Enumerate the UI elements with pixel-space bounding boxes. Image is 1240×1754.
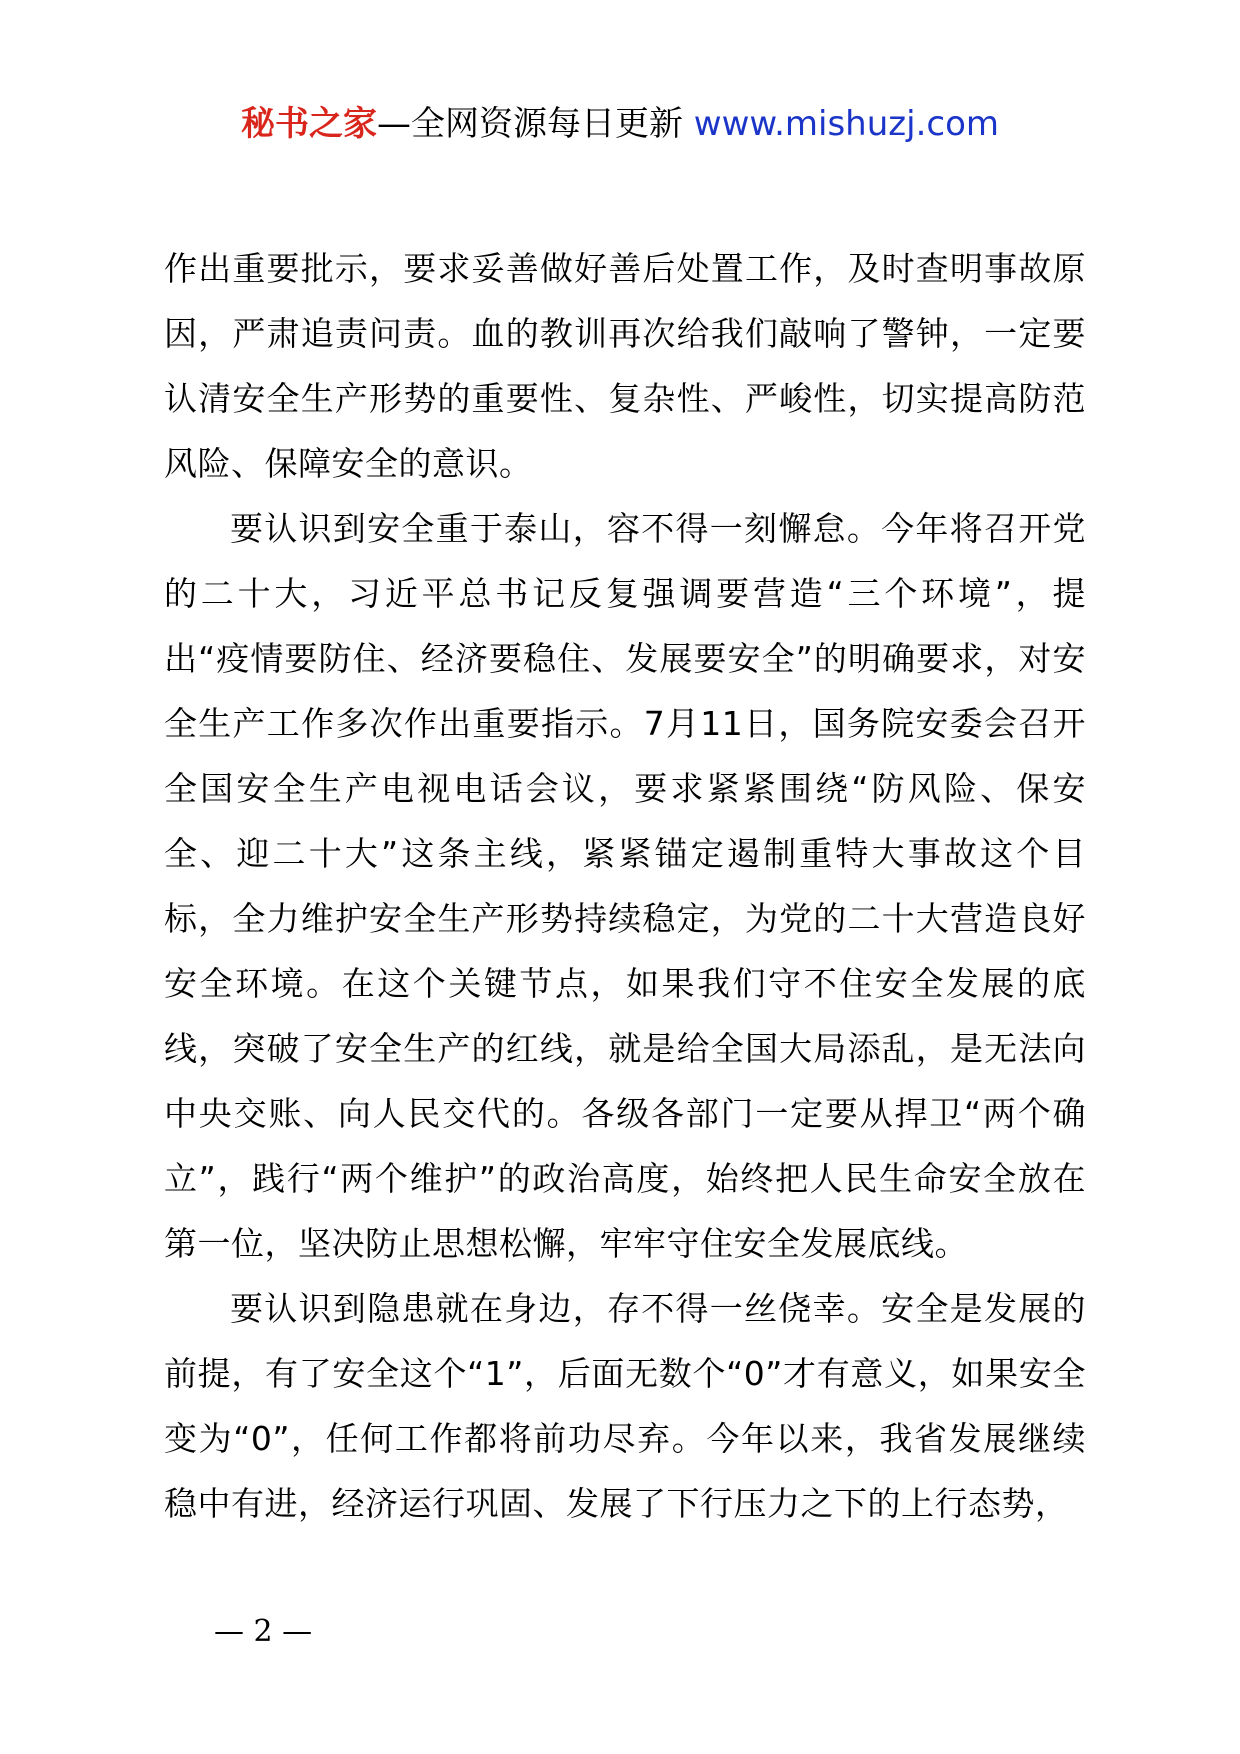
paragraph: 要认识到安全重于泰山，容不得一刻懈怠。今年将召开党的二十大，习近平总书记反复强调要营造“三个环境”，提出“疫情要防住、经济要稳住、发展要安全”的明确要求，对安全生产工作多次作出重要指示。7月11日，国务院安委会召开全国安全生产电视电话会议，要求紧紧围绕“防风险、保安全、迎二十大”这条主线，紧紧锚定遏制重特大事故这个目标，全力维护安全生产形势持续稳定，为党的二十大营造良好安全环境。在这个关键节点，如果我们守不住安全发展的底线，突破了安全生产的红线，就是给全国大局添乱，是无法向中央交账、向人民交代的。各级各部门一定要从捍卫“两个确立”，践行“两个维护”的政治高度，始终把人民生命安全放在第一位，坚决防止思想松懈，牢牢守住安全发展底线。 <box>164 509 1086 1263</box>
header-url-link[interactable]: www.mishuzj.com <box>693 104 999 144</box>
header-brand: 秘书之家 <box>240 104 377 144</box>
paragraph: 要认识到隐患就在身边，存不得一丝侥幸。安全是发展的前提，有了安全这个“1”，后面无数个“0”才有意义，如果安全变为“0”，任何工作都将前功尽弃。今年以来，我省发展继续稳中有进，经济运行巩固、发展了下行压力之下的上行态势， <box>164 1289 1086 1523</box>
page-number: — 2 — <box>214 1614 313 1649</box>
page-header <box>0 100 1240 148</box>
header-tagline: —全网资源每日更新 <box>376 104 683 144</box>
paragraph-continued: 作出重要批示，要求妥善做好善后处置工作，及时查明事故原因，严肃追责问责。血的教训再次给我们敲响了警钟，一定要认清安全生产形势的重要性、复杂性、严峻性，切实提高防范风险、保障安全的意识。 <box>164 249 1086 483</box>
document-body <box>164 236 1086 1536</box>
